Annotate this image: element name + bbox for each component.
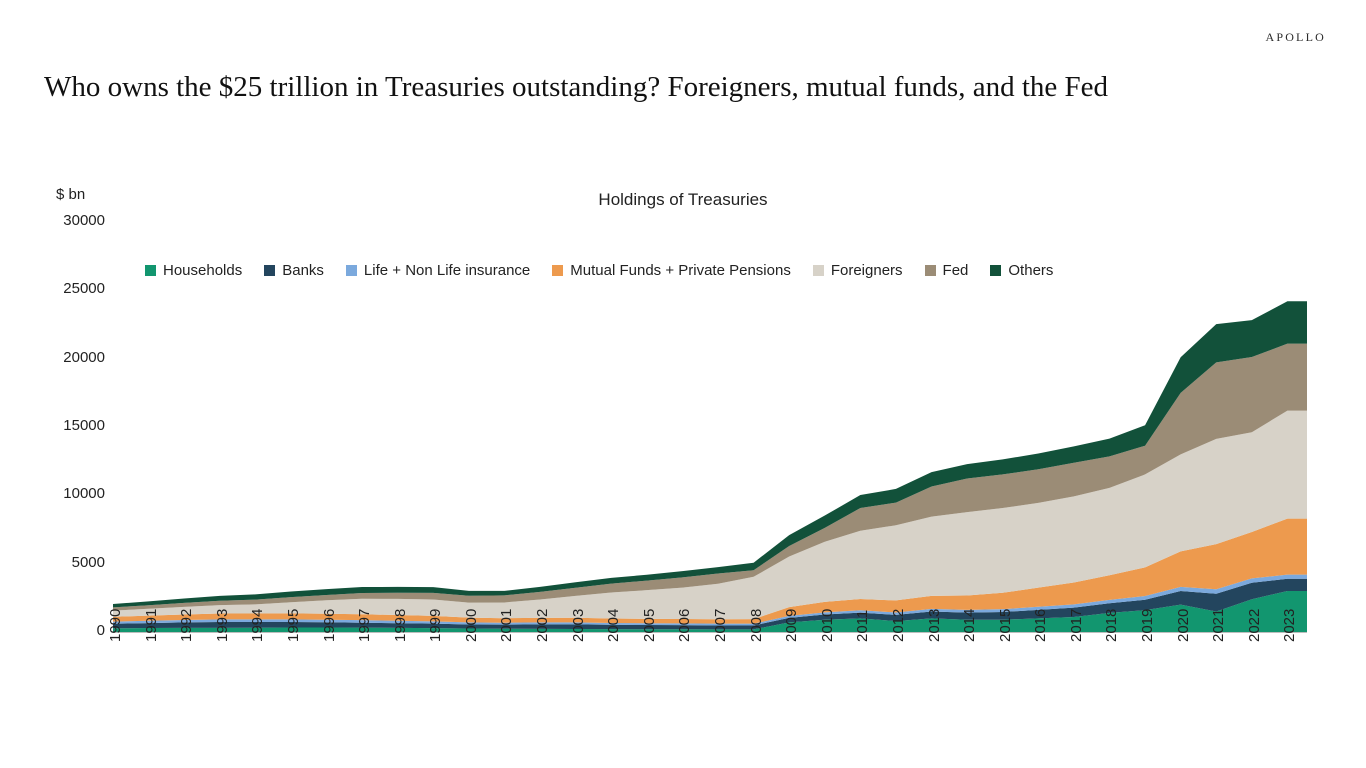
x-axis-tick-label: 2014 xyxy=(961,608,979,642)
page-title: Who owns the $25 trillion in Treasuries outstanding? Foreigners, mutual funds, and the Fed xyxy=(44,71,1109,104)
x-axis-tick-label: 2002 xyxy=(534,608,552,642)
x-axis-tick-label: 2021 xyxy=(1210,608,1228,642)
y-axis-tick-label: 10000 xyxy=(63,485,105,503)
x-axis-tick-label: 2003 xyxy=(569,608,587,642)
x-axis-tick-label: 2018 xyxy=(1103,608,1121,642)
y-axis-tick-label: 15000 xyxy=(63,417,105,434)
x-axis-tick-label: 2005 xyxy=(640,608,658,642)
x-axis-tick-label: 1998 xyxy=(391,608,409,642)
x-axis-tick-label: 2010 xyxy=(818,608,836,642)
x-axis-tick-label: 1990 xyxy=(107,608,124,642)
x-axis-tick-label: 2023 xyxy=(1281,608,1299,642)
x-axis-tick-label: 1991 xyxy=(142,608,160,642)
x-axis-tick-label: 1997 xyxy=(356,608,374,642)
y-axis-tick-label: 30000 xyxy=(63,212,105,229)
x-axis-tick-label: 1993 xyxy=(213,608,231,642)
legend-label: Others xyxy=(1008,262,1054,279)
x-axis-tick-label: 2020 xyxy=(1174,608,1192,642)
x-axis-tick-label: 2000 xyxy=(462,608,480,642)
x-axis-tick-label: 2006 xyxy=(676,608,694,642)
x-axis-tick-label: 2015 xyxy=(996,608,1014,642)
x-axis-tick-label: 1999 xyxy=(427,608,445,642)
y-axis-tick-label: 0 xyxy=(96,622,105,639)
plot-svg xyxy=(113,222,1307,632)
x-axis-tick-label: 2008 xyxy=(747,608,765,642)
x-axis-line xyxy=(113,632,1307,633)
legend-label: Banks xyxy=(282,262,324,279)
x-axis-tick-label: 2012 xyxy=(889,608,907,642)
x-axis-tick-label: 2016 xyxy=(1032,608,1050,642)
x-axis-tick-label: 2001 xyxy=(498,608,516,642)
y-axis-tick-label: 5000 xyxy=(71,553,105,571)
legend-label: Life + Non Life insurance xyxy=(363,262,531,279)
stacked-area-plot xyxy=(113,222,1307,632)
legend-label: Households xyxy=(163,262,243,279)
x-axis-tick-label: 2007 xyxy=(712,608,729,642)
y-axis-unit-label: $ bn xyxy=(56,186,86,203)
legend-label: Fed xyxy=(942,262,969,279)
legend-label: Mutual Funds + Private Pensions xyxy=(570,262,791,279)
chart-title: Holdings of Treasuries xyxy=(598,190,768,209)
y-axis-tick-label: 25000 xyxy=(63,280,105,298)
x-axis-tick-label: 1995 xyxy=(284,608,302,642)
apollo-logo: APOLLO xyxy=(1265,30,1326,44)
x-axis-tick-label: 2017 xyxy=(1067,608,1085,642)
x-axis-tick-label: 2009 xyxy=(783,608,801,642)
x-axis-tick-label: 2022 xyxy=(1245,608,1263,642)
x-axis-tick-label: 1996 xyxy=(320,608,338,642)
x-axis-tick-label: 2019 xyxy=(1139,608,1157,642)
x-axis-tick-label: 2004 xyxy=(605,608,623,642)
legend-label: Foreigners xyxy=(830,262,903,279)
x-axis-tick-label: 2011 xyxy=(854,609,872,642)
x-axis-tick-label: 2013 xyxy=(925,608,943,642)
x-axis-tick-label: 1994 xyxy=(249,608,267,642)
x-axis-tick-label: 1992 xyxy=(178,608,196,642)
y-axis-tick-label: 20000 xyxy=(63,348,105,366)
